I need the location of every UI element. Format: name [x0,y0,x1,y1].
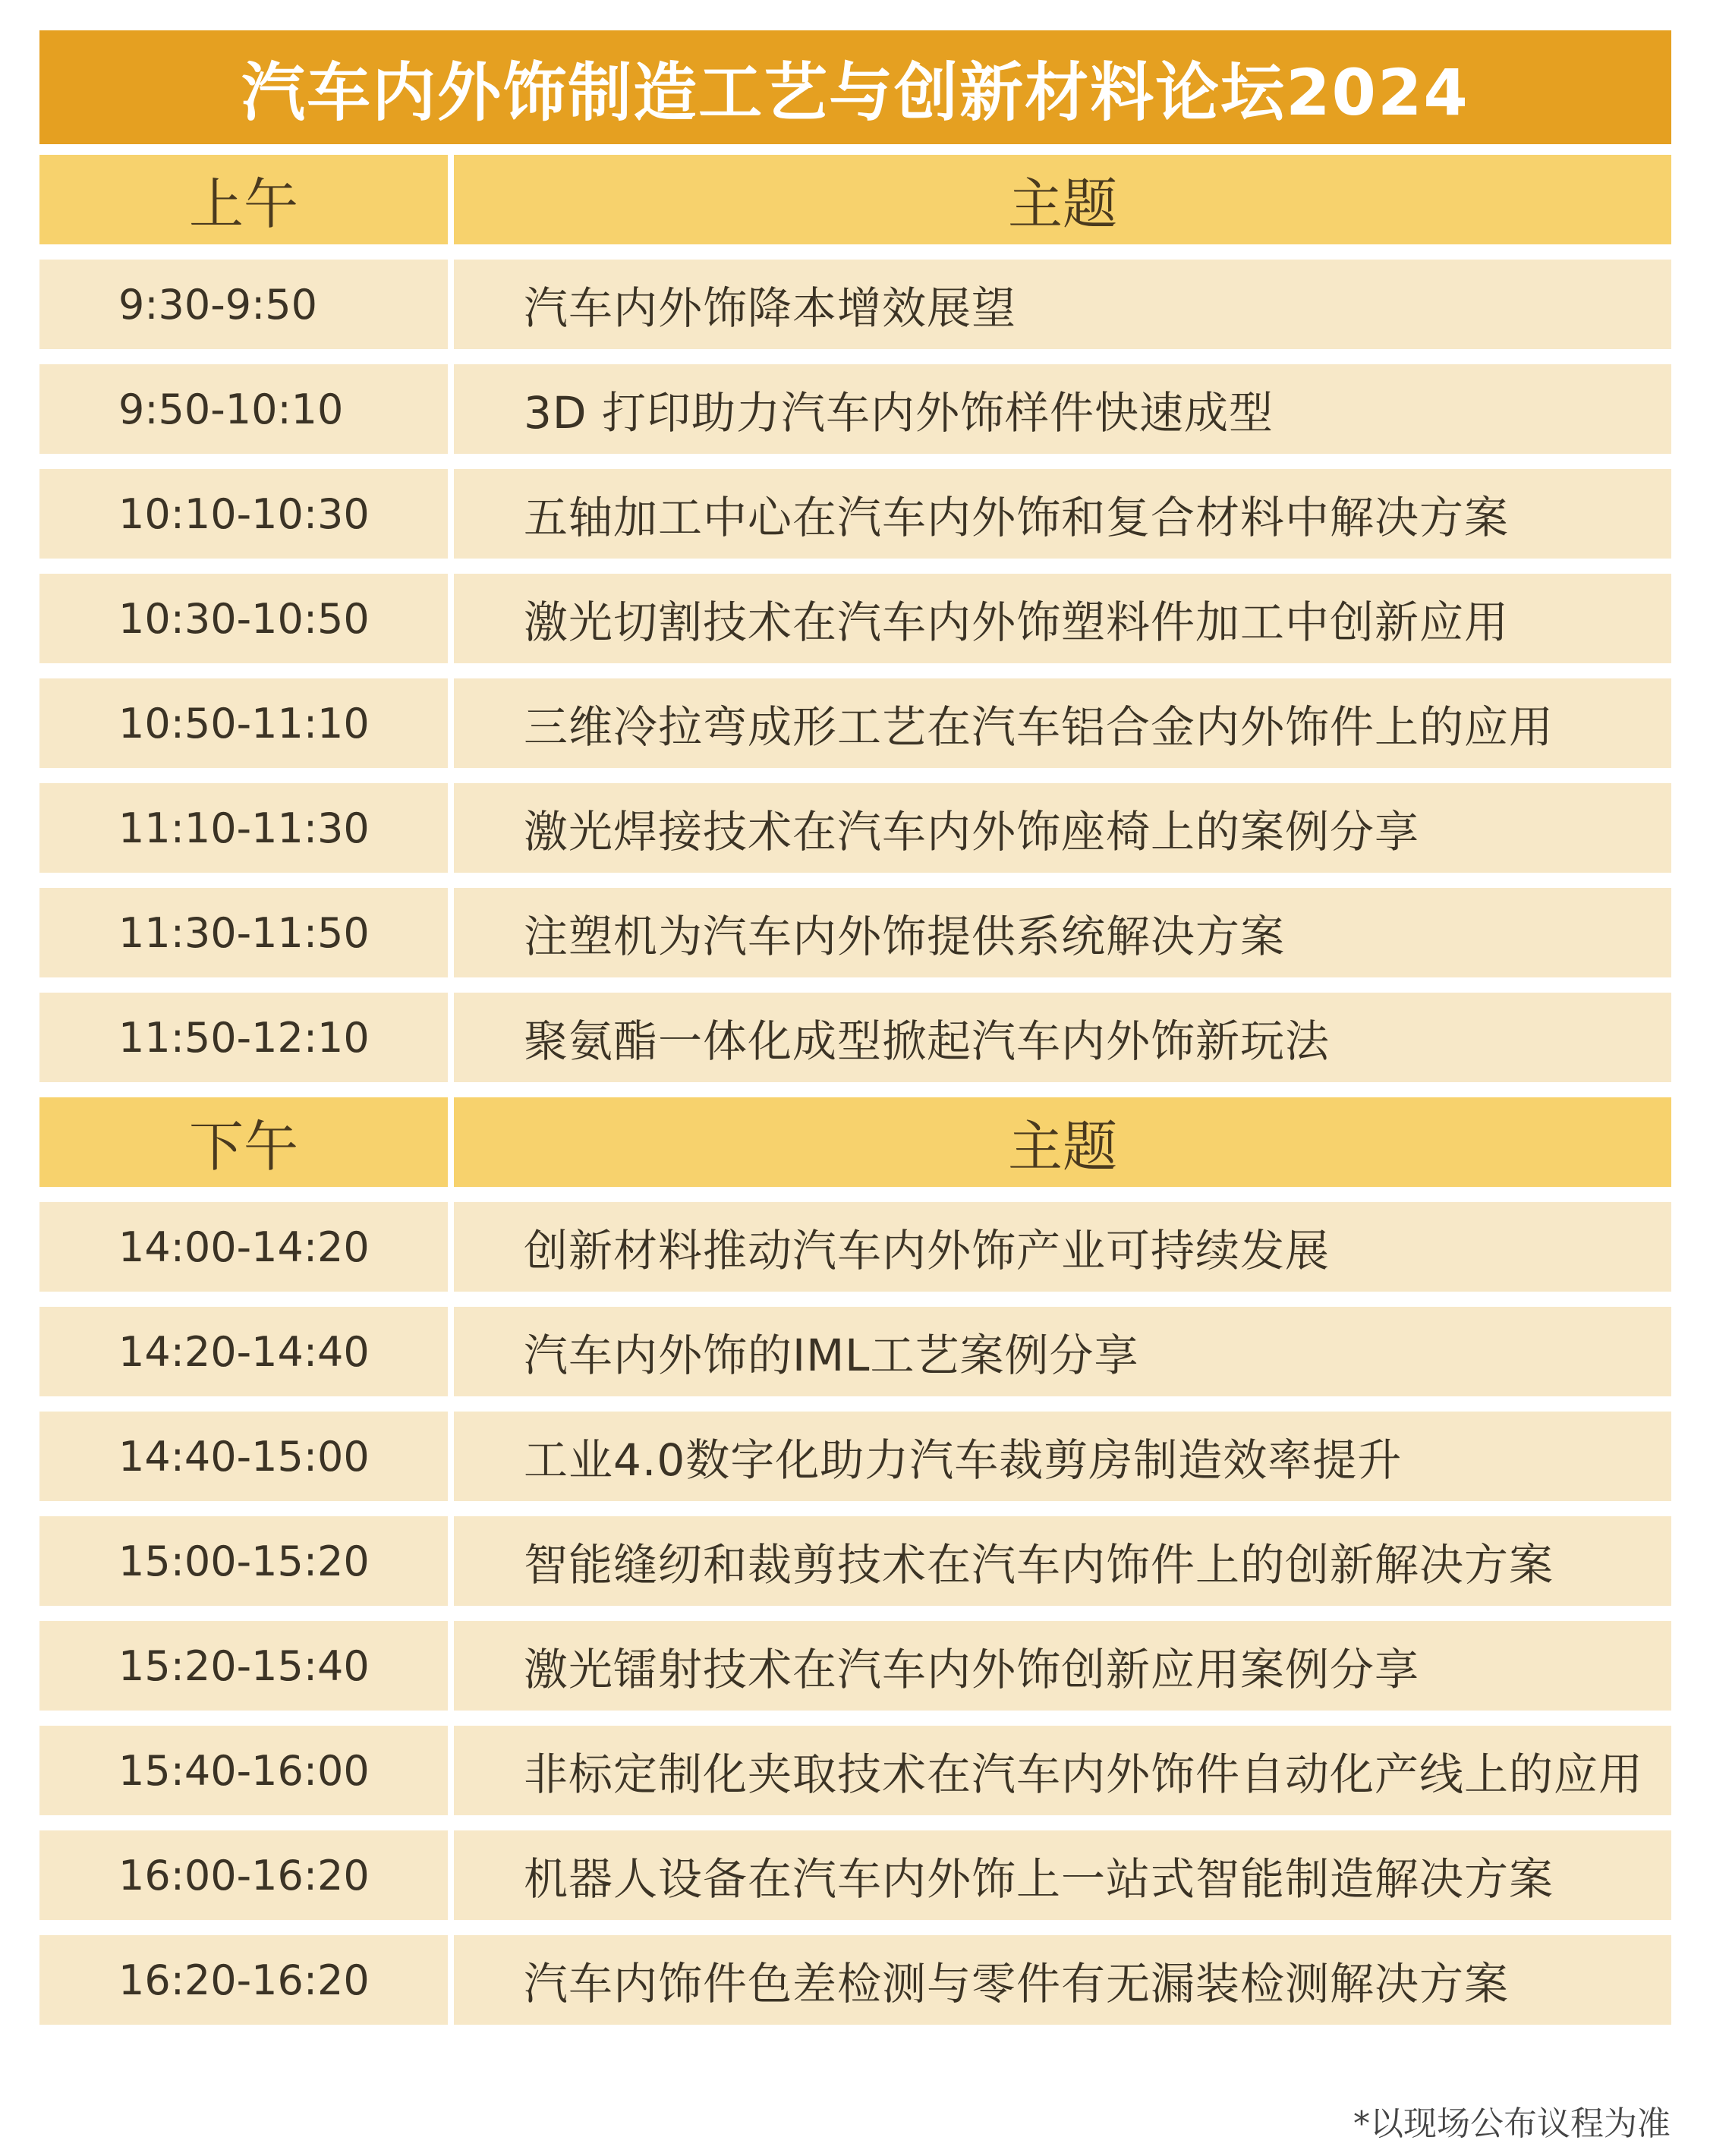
session-time: 15:00-15:20 [39,1516,448,1606]
agenda-row [39,783,1671,873]
session-time: 16:00-16:20 [39,1830,448,1920]
session-time: 14:00-14:20 [39,1202,448,1292]
agenda-row [39,678,1671,768]
session-topic: 注塑机为汽车内外饰提供系统解决方案 [454,888,1671,977]
session-topic: 创新材料推动汽车内外饰产业可持续发展 [454,1202,1671,1292]
agenda-row [39,1726,1671,1815]
morning-header-topic: 主题 [454,155,1671,244]
session-topic: 非标定制化夹取技术在汽车内外饰件自动化产线上的应用 [454,1726,1671,1815]
morning-rows [39,260,1671,1082]
session-topic: 聚氨酯一体化成型掀起汽车内外饰新玩法 [454,993,1671,1082]
agenda-row [39,1412,1671,1501]
session-topic: 汽车内外饰降本增效展望 [454,260,1671,349]
agenda-table [39,30,1671,2040]
afternoon-header-row [39,1097,1671,1187]
session-time: 10:30-10:50 [39,574,448,663]
session-topic: 3D 打印助力汽车内外饰样件快速成型 [454,364,1671,454]
agenda-row [39,1202,1671,1292]
agenda-row [39,574,1671,663]
agenda-row [39,993,1671,1082]
afternoon-header-topic: 主题 [454,1097,1671,1187]
session-topic: 五轴加工中心在汽车内外饰和复合材料中解决方案 [454,469,1671,559]
agenda-row [39,260,1671,349]
session-topic: 三维冷拉弯成形工艺在汽车铝合金内外饰件上的应用 [454,678,1671,768]
session-topic: 智能缝纫和裁剪技术在汽车内饰件上的创新解决方案 [454,1516,1671,1606]
agenda-row [39,1516,1671,1606]
session-time: 9:30-9:50 [39,260,448,349]
agenda-row [39,1621,1671,1711]
session-topic: 机器人设备在汽车内外饰上一站式智能制造解决方案 [454,1830,1671,1920]
afternoon-header-time: 下午 [39,1097,448,1187]
session-topic: 工业4.0数字化助力汽车裁剪房制造效率提升 [454,1412,1671,1501]
afternoon-rows [39,1202,1671,2025]
agenda-row [39,1830,1671,1920]
agenda-row [39,469,1671,559]
session-time: 9:50-10:10 [39,364,448,454]
agenda-row [39,1935,1671,2025]
session-time: 14:20-14:40 [39,1307,448,1396]
session-time: 11:10-11:30 [39,783,448,873]
session-topic: 汽车内外饰的IML工艺案例分享 [454,1307,1671,1396]
morning-header-time: 上午 [39,155,448,244]
session-topic: 激光镭射技术在汽车内外饰创新应用案例分享 [454,1621,1671,1711]
morning-header-row [39,155,1671,244]
session-time: 15:20-15:40 [39,1621,448,1711]
agenda-row [39,888,1671,977]
session-time: 10:50-11:10 [39,678,448,768]
session-time: 11:30-11:50 [39,888,448,977]
agenda-row [39,1307,1671,1396]
session-time: 16:20-16:20 [39,1935,448,2025]
agenda-title: 汽车内外饰制造工艺与创新材料论坛2024 [39,30,1671,144]
session-topic: 汽车内饰件色差检测与零件有无漏装检测解决方案 [454,1935,1671,2025]
agenda-row [39,364,1671,454]
session-time: 14:40-15:00 [39,1412,448,1501]
session-time: 11:50-12:10 [39,993,448,1082]
agenda-note: *以现场公布议程为准 [1353,2104,1671,2143]
session-time: 10:10-10:30 [39,469,448,559]
session-topic: 激光切割技术在汽车内外饰塑料件加工中创新应用 [454,574,1671,663]
session-time: 15:40-16:00 [39,1726,448,1815]
session-topic: 激光焊接技术在汽车内外饰座椅上的案例分享 [454,783,1671,873]
